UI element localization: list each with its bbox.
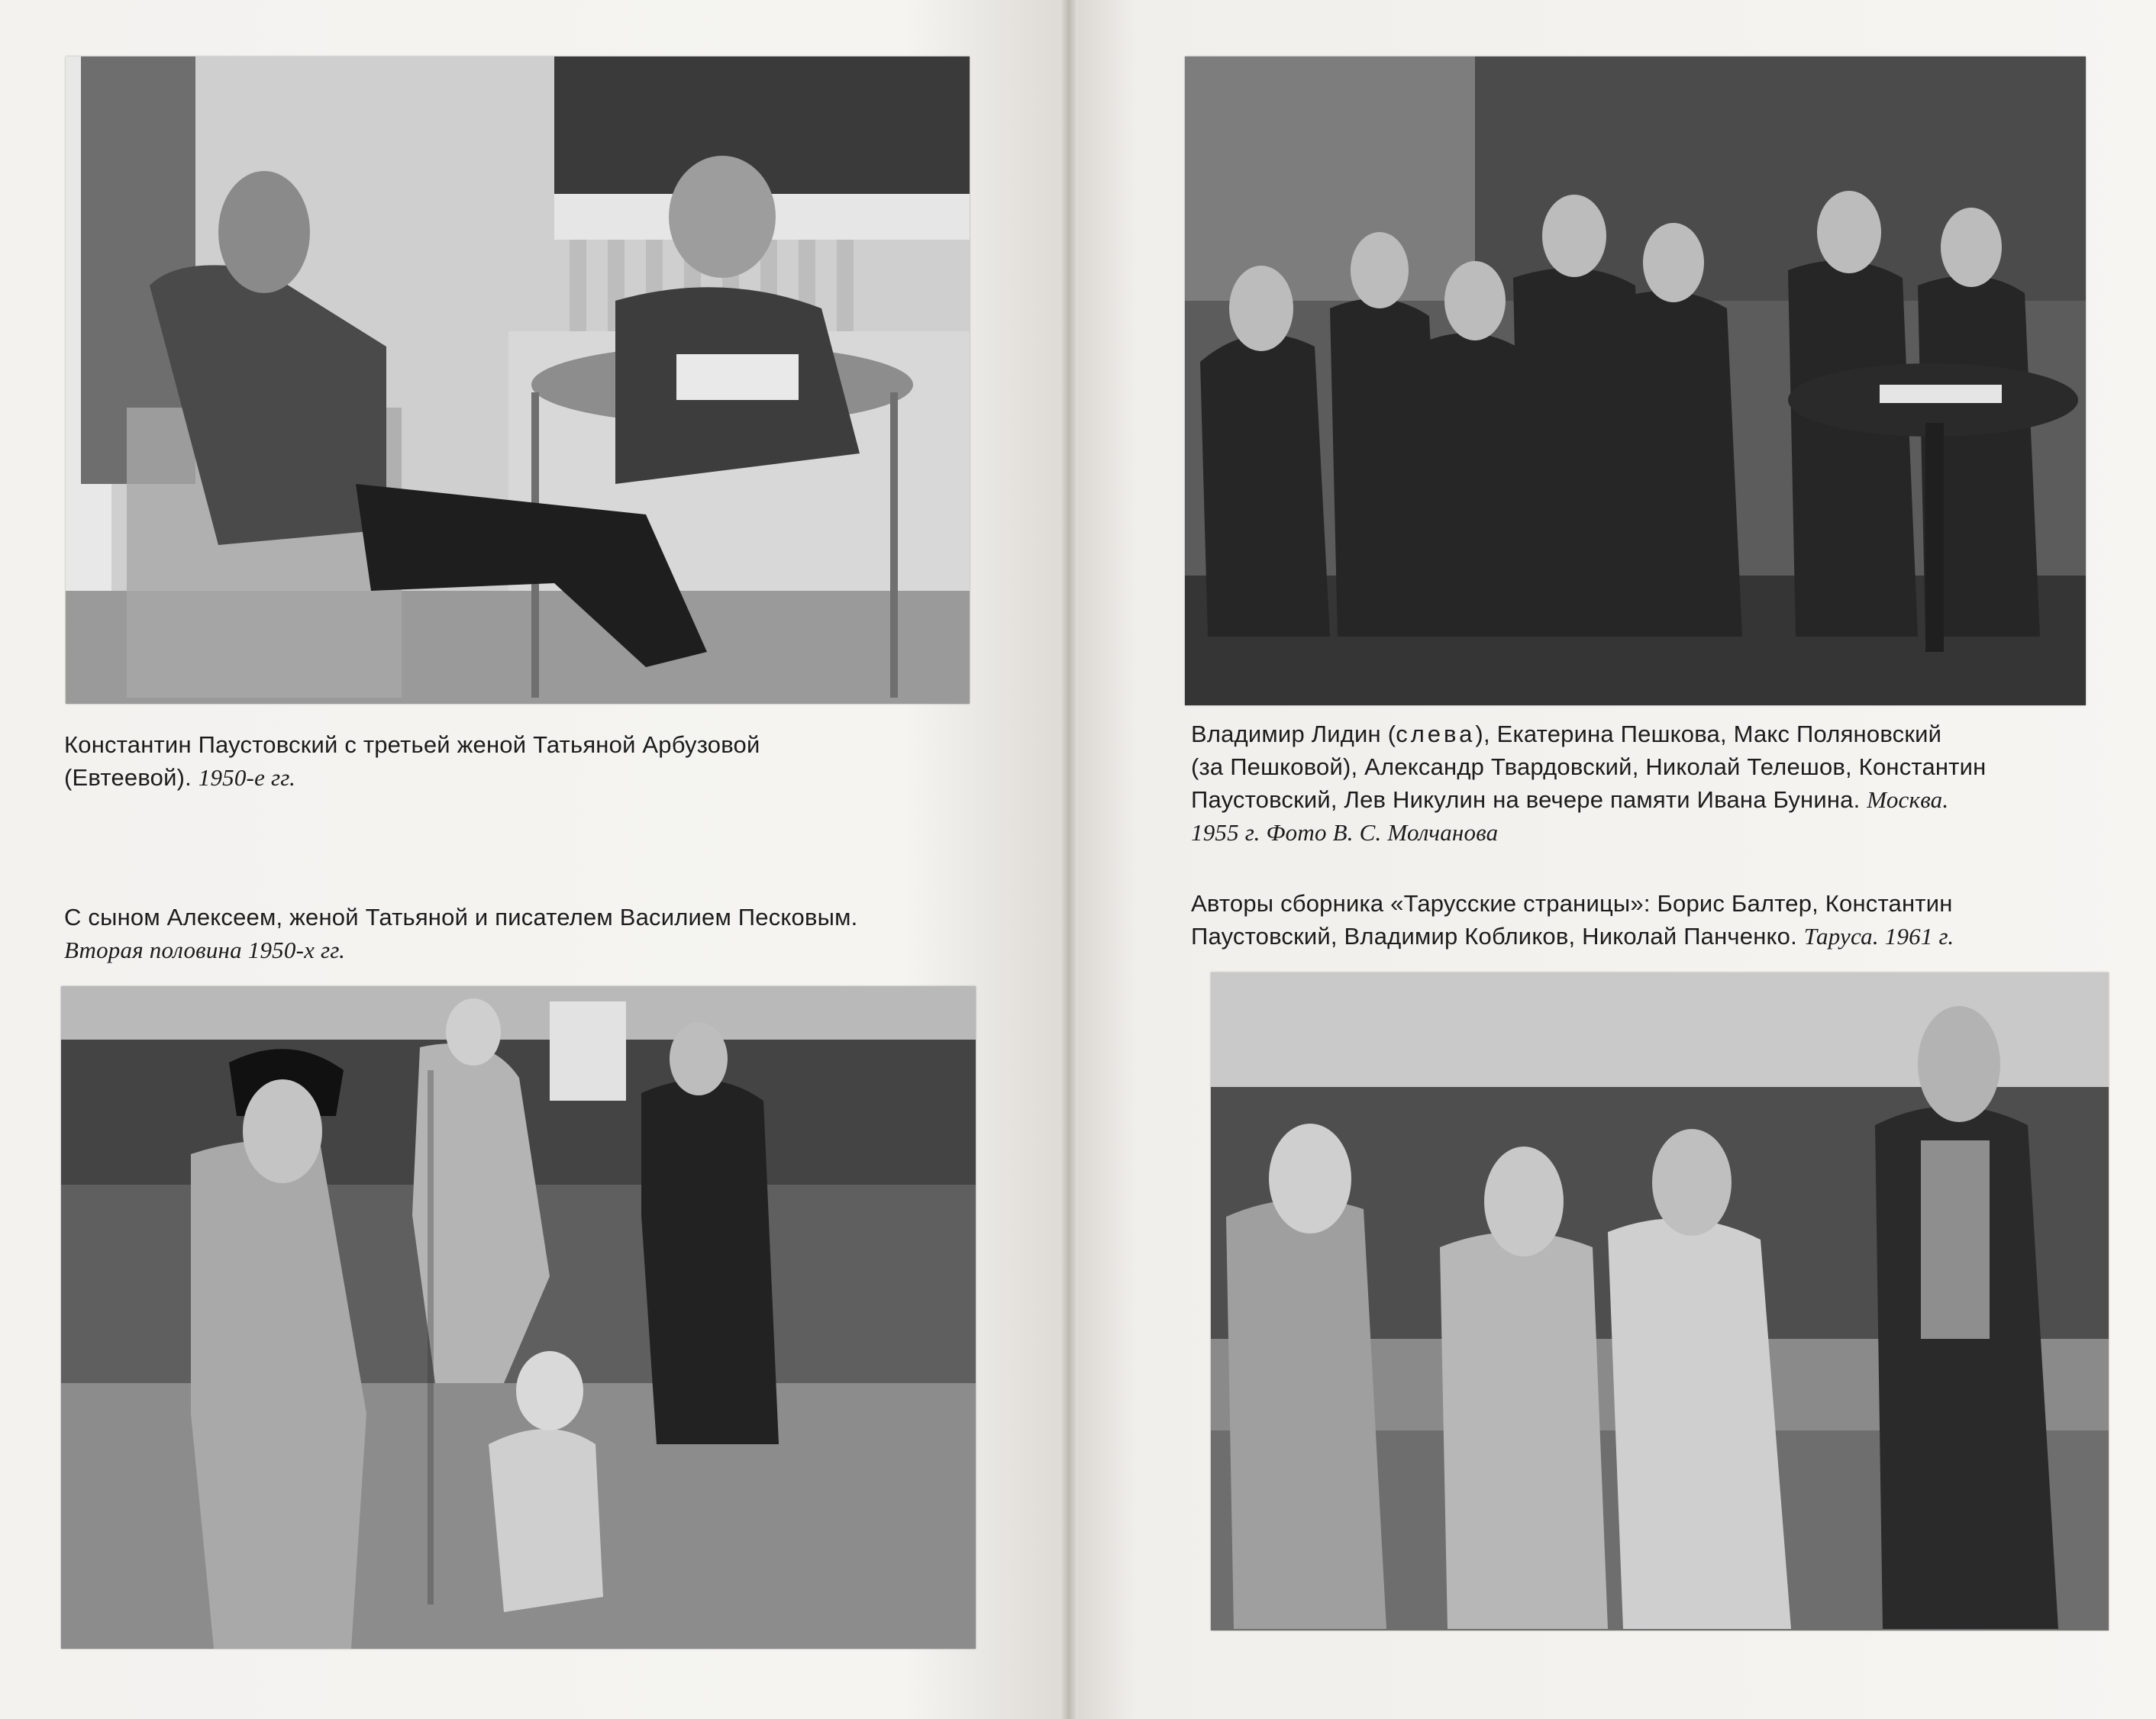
caption-date: 1950-е гг. <box>198 764 296 791</box>
caption-place: Москва. <box>1867 786 1949 813</box>
caption-line: Константин Паустовский с третьей женой Татьяной Арбузовой <box>64 731 760 758</box>
caption-line: С сыном Алексеем, женой Татьяной и писателем Василием Песковым. <box>64 904 858 930</box>
caption-line <box>64 934 857 966</box>
caption-line: (Евтеевой). 1950-е гг. <box>64 764 296 791</box>
caption-photo-2 <box>64 901 857 966</box>
caption-photo-1 <box>64 728 760 794</box>
photo-tarusa-authors <box>1211 972 2109 1630</box>
photo-paustovsky-with-wife-veranda <box>66 56 970 704</box>
caption-emphasis: слева <box>1396 721 1476 747</box>
caption-line: Авторы сборника «Тарусские страницы»: Борис Балтер, Константин <box>1191 890 1953 917</box>
photo-walking-with-son <box>61 986 976 1649</box>
caption-date-credit: 1955 г. Фото В. С. Молчанова <box>1191 819 1499 846</box>
caption-line <box>1191 816 1986 849</box>
caption-line: Паустовский, Лев Никулин на вечере памяти Ивана Бунина. Москва. <box>1191 786 1949 813</box>
photo-bunin-memorial-evening <box>1185 56 2086 705</box>
caption-photo-4 <box>1191 887 1954 953</box>
caption-date: Вторая половина 1950-х гг. <box>64 937 346 963</box>
caption-photo-3 <box>1191 718 1986 849</box>
book-gutter <box>1060 0 1078 1719</box>
caption-place-date: Таруса. 1961 г. <box>1803 923 1954 950</box>
caption-line: Владимир Лидин (слева), Екатерина Пешкова, Макс Поляновский <box>1191 721 1942 747</box>
caption-line: (за Пешковой), Александр Твардовский, Николай Телешов, Константин <box>1191 753 1987 780</box>
caption-line: Паустовский, Владимир Кобликов, Николай Панченко. Таруса. 1961 г. <box>1191 923 1954 950</box>
